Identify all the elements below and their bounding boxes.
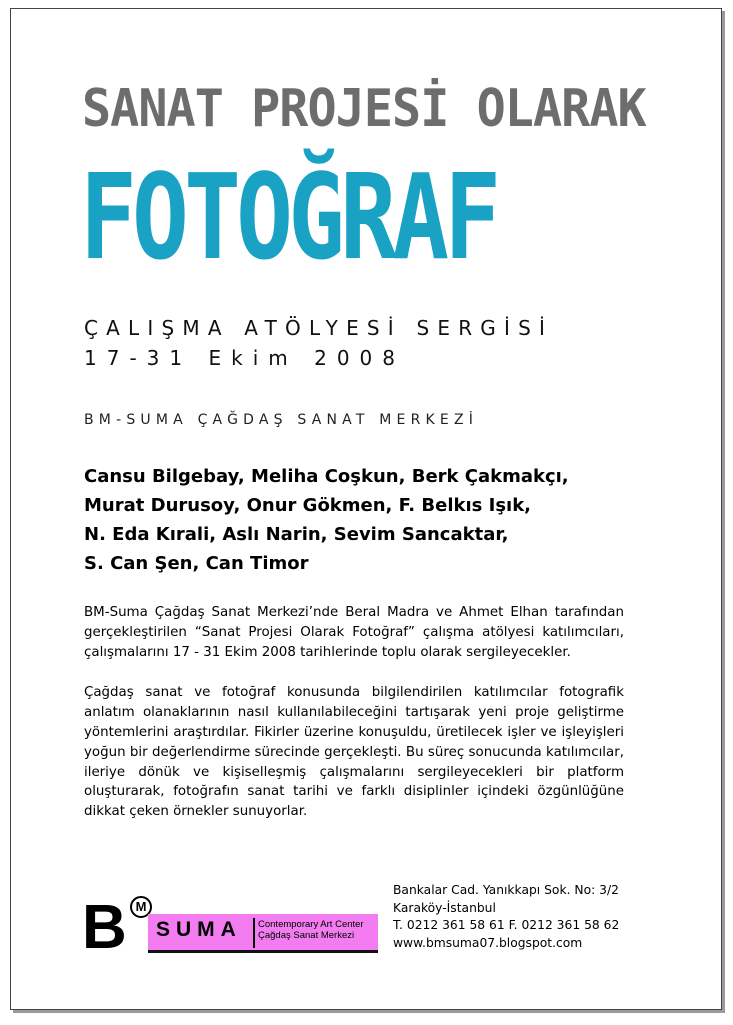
logo-tagline-en: Contemporary Art Center [258,919,364,930]
logo-name: SUMA [156,918,242,941]
participants-line: N. Eda Kırali, Aslı Narin, Sevim Sancaktar, [84,524,509,545]
participants-list [84,462,644,578]
logo-bar [148,914,378,953]
participants-line: Cansu Bilgebay, Meliha Coşkun, Berk Çakmakçı, [84,466,569,487]
address-line2: Karaköy-İstanbul [393,900,496,915]
logo-letter-b: B [82,893,125,962]
description [84,603,624,843]
event-dates: 17-31 Ekim 2008 [84,346,405,370]
address-line1: Bankalar Cad. Yanıkkapı Sok. No: 3/2 [393,883,619,897]
headline-main-title: FOTOĞRAF [80,148,497,286]
logo-circle-m: M [130,896,152,918]
venue-name: BM-SUMA ÇAĞDAŞ SANAT MERKEZİ [84,412,479,428]
description-paragraph: BM-Suma Çağdaş Sanat Merkezi’nde Beral Madra ve Ahmet Elhan tarafından gerçekleştirilen “Sanat Projesi Olarak Fotoğraf” çalışma atölyesi katılımcıları, çalışmalarını 17 - 31 Ekim 2008 tarihlerinde toplu olarak sergileyecekler. [84,605,624,660]
participants-line: Murat Durusoy, Onur Gökmen, F. Belkıs Işık, [84,495,532,516]
website-link[interactable]: www.bmsuma07.blogspot.com [393,935,583,950]
description-paragraph: Çağdaş sanat ve fotoğraf konusunda bilgilendirilen katılımcılar fotografik anlatım olanaklarının nasıl kullanılabileceğini tartışarak yeni proje geliştirme yöntemlerini araştırdılar. Fikirler üzerine konuşuldu, üretilecek işler ve işleyişleri yoğun bir değerlendirme sürecinde gerçekleşti. Bu süreç sonucunda katılımcılar, ileriye dönük ve kişiselleşmiş çalışmalarını sergileyecekleri bir platform oluşturarak, fotoğrafın sanat tarihi ve farklı disiplinler içindeki özgünlüğüne dikkat çeken örnekler sunuyorlar. [84,685,624,820]
logo-tagline-tr: Çağdaş Sanat Merkezi [258,930,355,941]
logo-divider [253,918,255,948]
event-subtitle: ÇALIŞMA ATÖLYESİ SERGİSİ [84,316,554,340]
headline-line1: SANAT PROJESİ OLARAK [82,79,646,139]
logo-tagline [258,919,364,941]
contact-block [393,882,619,952]
phone-fax: T. 0212 361 58 61 F. 0212 361 58 62 [393,918,620,932]
participants-line: S. Can Şen, Can Timor [84,553,309,574]
